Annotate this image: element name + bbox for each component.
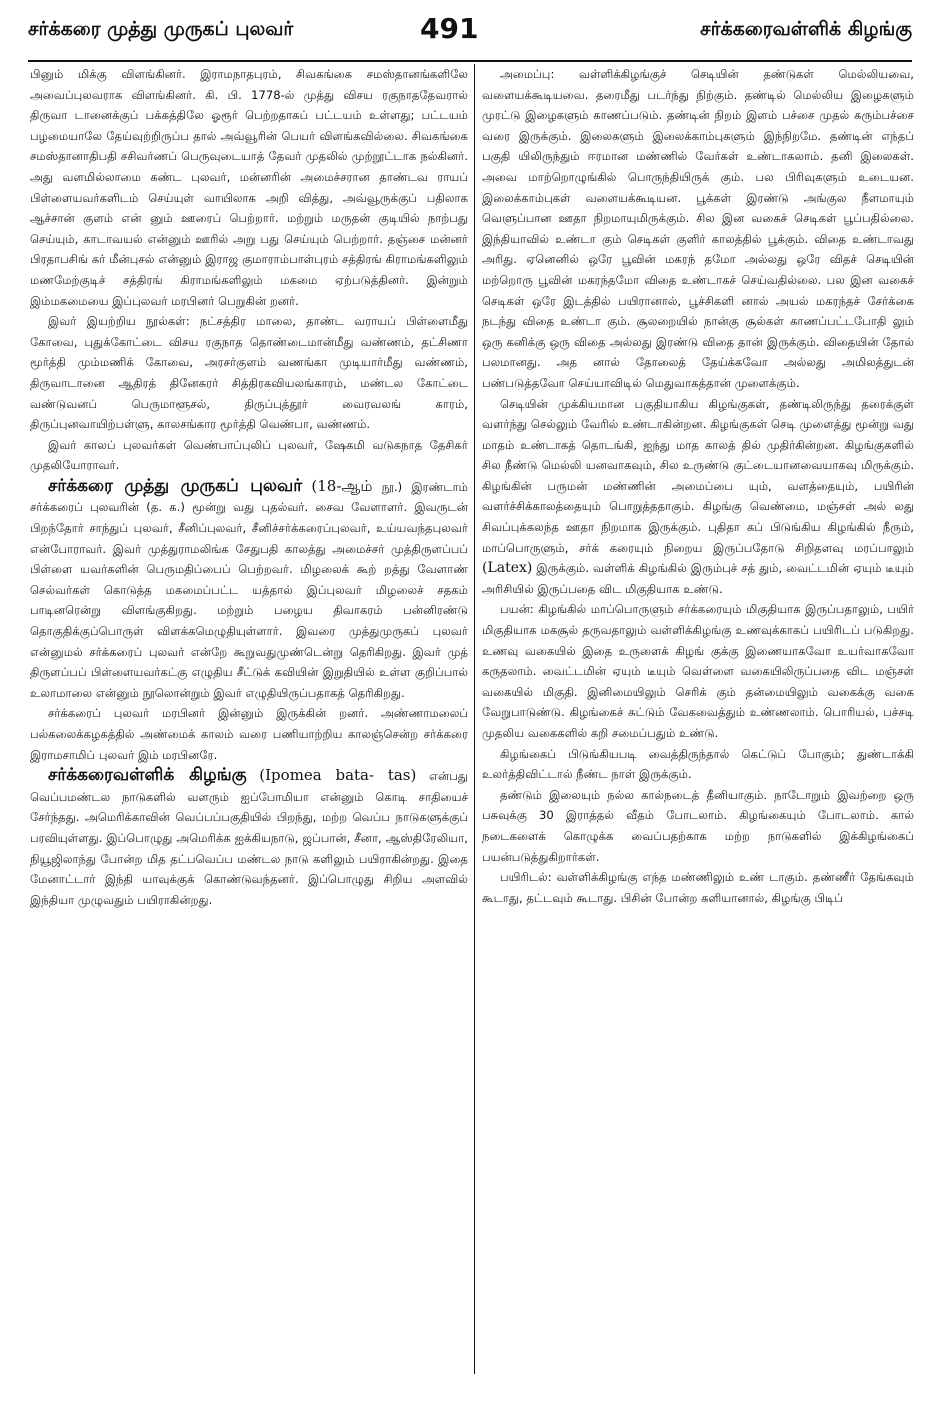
paragraph-fodder: தண்டும் இலையும் நல்ல கால்நடைத் தீனியாகும். நாடோறும் இவற்றை ஒரு பசுவுக்கு 30 இராத்தல் வீதம் போடலாம். கிழங்கையும் போடலாம். கால் நடைகளைக் கொழுக்க வைப்பதற்காக மற்ற நாடுகளில் இக்கிழங்கைப் பயன்படுத்துகிறார்கள். [482, 787, 914, 864]
tuber-text-cont: இருக்கும். வள்ளிக் கிழங்கில் இரும்புச் சத் தும், வைட்டமின் ஏயும் டீயும் அரிசியில் இருப்பதை விட மிகுதியாக உண்டு. [482, 561, 914, 596]
paragraph-uses: பயன்: கிழங்கில் மாப்பொருளும் சர்க்கரையும் மிகுதியாக இருப்பதாலும், பயிர் மிகுதியாக மகசூல் தருவதாலும் வள்ளிக்கிழங்கு உணவுக்காகப் பயிரிடப் படுகிறது. உணவு வகையில் இதை உருளைக் கிழங் குக்கு இணையாகவோ உயர்வாகவோ கருதலாம். வைட்டமின் ஏயும் டீயும் வெள்ளை வகையிலிருப்பதை விட மஞ்சள் வகையில் மிகுதி. இனிமையிலும் செரிக் கும் தன்மையிலும் வகைக்கு வகை வேறுபாடுண்டு. கிழங்கைச் சுட்டும் வேகவைத்தும் உண்ணலாம். பொரியல், பச்சடி முதலிய வகைகளில் கறி சமைப்பதும் உண்டு. [482, 602, 914, 740]
page-number: 491 [420, 12, 479, 45]
paragraph-lineage: சர்க்கரைப் புலவர் மரபினர் இன்னும் இருக்கின் றனர். அண்ணாமலைப் பல்கலைக்கழகத்தில் அண்மைக் காலம் வரை பணியாற்றிய காலஞ்சென்ற சர்க்கரை இராமசாமிப் புலவர் இம் மரபினரே. [30, 706, 468, 762]
header-rule [28, 60, 912, 62]
entry-sarkkaraivallik-kizhangu [30, 765, 468, 910]
right-column [482, 64, 914, 908]
left-column [30, 64, 468, 910]
entry-heading: சர்க்கரைவள்ளிக் கிழங்கு [48, 765, 247, 786]
paragraph-tubers [482, 394, 914, 600]
paragraph-cultivation: பயிரிடல்: வள்ளிக்கிழங்கு எந்த மண்ணிலும் உண் டாகும். தண்ணீர் தேங்கவும் கூடாது, தட்டவும் கூடாது. பிசின் போன்ற களியானால், கிழங்கு பிடிப் [482, 870, 914, 905]
entry-latin-name: (Ipomea bata- tas) [259, 766, 417, 785]
entry-sarkkarai-muthu-murugap-pulavar [30, 476, 468, 704]
entry-body: நூ.) இரண்டாம் சர்க்கரைப் புலவரின் (த. க.) மூன்று வது புதல்வர். சைவ வேளாளர். இவருடன் பிறந்தோர் சாந்துப் புலவர், சீனிப்புலவர், சீனிச்சர்க்கரைப்புலவர், உய்யவந்தபுலவர் என்போராவர். இவர் முத்துராமலிங்க சேதுபதி காலத்து அமைச்சர் முத்திருளப்பப் பிள்ளை யவர்களின் பெருமதிப்பைப் பெற்றவர். மிழலைக் கூற் றத்து வேளாண் செல்வர்கள் கொடுத்த மகமைப்பட்ட யத்தால் இப்புலவர் மிழலைச் சதகம் பாடினரென்று விளங்குகிறது. மற்றும் பழைய திவாகரம் பன்னிரண்டு தொகுதிக்குப்பொருள் விளக்கமெழுதியுள்ளார். இவரை முத்துமுருகப் புலவர் என்னுமல் சர்க்கரைப் புலவர் என்றே கூறுவதுமுண்டென்று தெரிகிறது. இவர் முத் திருளப்பப் பிள்ளையவர்கட்கு எழுதிய சீட்டுக் கவியின் இறுதியில் உள்ள குறிப்பால் உலாமாலை என்னும் நூலொன்றும் இவர் எழுதியிருப்பதாகத் தெரிகிறது. [30, 479, 469, 700]
paragraph-storage: கிழங்கைப் பிடுங்கியபடி வைத்திருந்தால் கெட்டுப் போகும்; துண்டாக்கி உலர்த்திவிட்டால் நீண்ட நாள் இருக்கும். [482, 746, 914, 782]
column-divider [474, 64, 475, 1374]
page-header [28, 12, 912, 52]
paragraph-structure: அமைப்பு: வள்ளிக்கிழங்குச் செடியின் தண்டுகள் மெல்லியவை, வளையக்கூடியவை. தரைமீது படர்ந்து நிற்கும். தண்டில் மெல்லிய இழைகளும் முரட்டு இழைகளும் காணப்படும். தண்டின் நிறம் இளம் பச்சை முதல் கரும்பச்சை வரை இருக்கும். இலைகளும் இலைக்காம்புகளும் இந்நிறமே. தண்டின் எந்தப் பகுதி யிலிருந்தும் ஈரமான மண்ணில் வேர்கள் உண்டாகலாம். தனி இலைகள். அவை மாற்றொழுங்கில் பொருந்தியிருக் கும். பல பிரிவுகளும் உடையன. இலைக்காம்புகள் வளையக்கூடியன. பூக்கள் இரண்டு அங்குல நீளமாயும் வெளுப்பான ஊதா நிறமாயுமிருக்கும். சில இன வகைச் செடிகள் பூப்பதில்லை. இந்தியாவில் உண்டா கும் செடிகள் குளிர் காலத்தில் பூக்கும். விதை உண்டாவது அரிது. ஏனெனில் ஒரே பூவின் மகரந் தமோ அல்லது ஒரே விதச் செடியின் மற்றொரு பூவின் மகரந்தமோ விதை உண்டாகச் செய்வதில்லை. பல இன வகைச் செடிகள் ஒரே இடத்தில் பயிரானால், பூச்சிகளி னால் அயல் மகரந்தச் சேர்க்கை நடந்து விதை உண்டா கும். சூலறையில் நான்கு சூல்கள் காணப்பட்டபோதி லும் ஒரு கனிக்கு ஒரு விதை அல்லது இரண்டு விதை தான் இருக்கும். விதையின் தோல் பலமானது. அத னால் தோலைத் தேய்க்கவோ அல்லது அமிலத்துடன் பண்படுத்தவோ செய்யாவிடில் மெதுவாகத்தான் முளைக்கும். [482, 67, 914, 390]
paragraph-contemporaries: இவர் காலப் புலவர்கள் வெண்பாப்புலிப் புலவர், ஷேகமி வடுகநாத தேசிகர் முதலியோராவர். [30, 437, 468, 473]
running-head-right: சர்க்கரைவள்ளிக் கிழங்கு [700, 18, 912, 40]
latex-term: (Latex) [482, 560, 533, 577]
entry-body: என்பது வெப்பமண்டல நாடுகளில் வளரும் ஐப்போமியா என்னும் கொடி சாதியைச் சேர்ந்தது. அமெரிக்காவின் வெப்பப்பகுதியில் பிறந்து, மற்ற வெப்ப நாடுகளுக்குப் பரவியுள்ளது. இப்பொழுது அமெரிக்க ஐக்கியநாடு, ஜப்பான், சீனா, ஆஸ்திரேலியா, நியூஜிலாந்து போன்ற மித தட்பவெப்ப மண்டல நாடு களிலும் பயிராகின்றது. இதை மேனாட்டார் இந்தி யாவுக்குக் கொண்டுவந்தனர். இப்பொழுது சிறிய அளவில் இந்தியா முழுவதும் பயிராகின்றது. [30, 769, 468, 907]
entry-heading: சர்க்கரை முத்து முருகப் புலவர் [48, 475, 303, 496]
entry-period: (18-ஆம் [311, 476, 373, 495]
paragraph: பினும் மிக்கு விளங்கினர். இராமநாதபுரம், சிவகங்கை சமஸ்தானங்களிலே அவைப்புலவராக விளங்கினர். கி. பி. 1778-ல் முத்து விசய ரகுநாததேவரால் திருவா டானைக்குப் பக்கத்திலே ஓரூர் பெற்றதாகப் பட்டயம் உள்ளது; பட்டயம் பழமையாலே தேய்வுற்றிருப்ப தால் அவ்வூரின் பெயர் விளங்கவில்லை. சிவகங்கை சமஸ்தானாதிபதி சசிவர்ணப் பெருவுடையாத் தேவர் முதலில் முற்றூட்டாக நல்கினர். அது வளமில்லாமை கண்ட புலவர், மன்னரின் அமைச்சரான தாண்டவ ராயப் பிள்ளையவர்களிடம் செய்யுள் வாயிலாக அறி வித்து, அவ்வூருக்குப் பதிலாக ஆச்சான் குளம் என் னும் ஊரைப் பெற்றார். மற்றும் மருதன் குடியில் நாற்பது செய்யும், காடாவயல் என்னும் ஊரில் அறு பது செய்யும் பெற்றார். தஞ்சை மன்னர் பிரதாபசிங் கர் மீன்புசல் என்னும் இராஜ குமாராம்பாள்புரம் சத்திரங் கிராமங்களிலும் மணமேற்குடிச் சத்திரங் கிராமங்களிலும் மகமை ஏற்படுத்தினர். இன்றும் இம்மகமையை இப்புலவர் மரபினர் பெறுகின் றனர். [30, 67, 468, 308]
running-head-left: சர்க்கரை முத்து முருகப் புலவர் [28, 18, 294, 40]
tuber-text: செடியின் முக்கியமான பகுதியாகிய கிழங்குகள், தண்டிலிருந்து தரைக்குள் வளர்ந்து செல்லும் வேரில் உண்டாகின்றன. கிழங்குகள் செடி முளைத்து மூன்று வது மாதம் உண்டாகத் தொடங்கி, ஐந்து மாத காலத் தில் முதிர்கின்றன. கிழங்குகளில் சில நீண்டு மெல்லி யனவாகவும், சில உருண்டு குட்டையானவையாகவு மிருக்கும். கிழங்கின் பருமன் மண்ணின் அமைப்பை யும், வளத்தையும், பயிரின் வளர்ச்சிக்காலத்தையும் பொறுத்ததாகும். கிழங்கு வெண்மை, மஞ்சள் அல் லது சிவப்புக்கலந்த ஊதா நிறமாக இருக்கும். புதிதா கப் பிடுங்கிய கிழங்கில் நீரும், மாப்பொருளும், சர்க் கரையும் நிறைய இருப்பதோடு சிறிதளவு மரப்பாலும் [482, 396, 914, 555]
paragraph-works: இவர் இயற்றிய நூல்கள்: நட்சத்திர மாலை, தாண்ட வராயப் பிள்ளைமீது கோவை, புதுக்கோட்டை விசய ரகுநாத தொண்டைமான்மீது வண்ணம், தட்சிணா மூர்த்தி மும்மணிக் கோவை, அரசர்குளம் வணங்கா முடியார்மீது வண்ணம், திருவாடானை ஆதிரத் தினேசுரர் சித்திரகவியலங்காரம், மண்டல கோட்டை வண்டுவனப் பெருமாளூசல், திருப்புத்தூர் வைரவலங் காரம், திருப்புனவாயிற்பள்ளு, காலசங்கார மூர்த்தி வெண்பா, வண்ணம். [30, 314, 468, 432]
